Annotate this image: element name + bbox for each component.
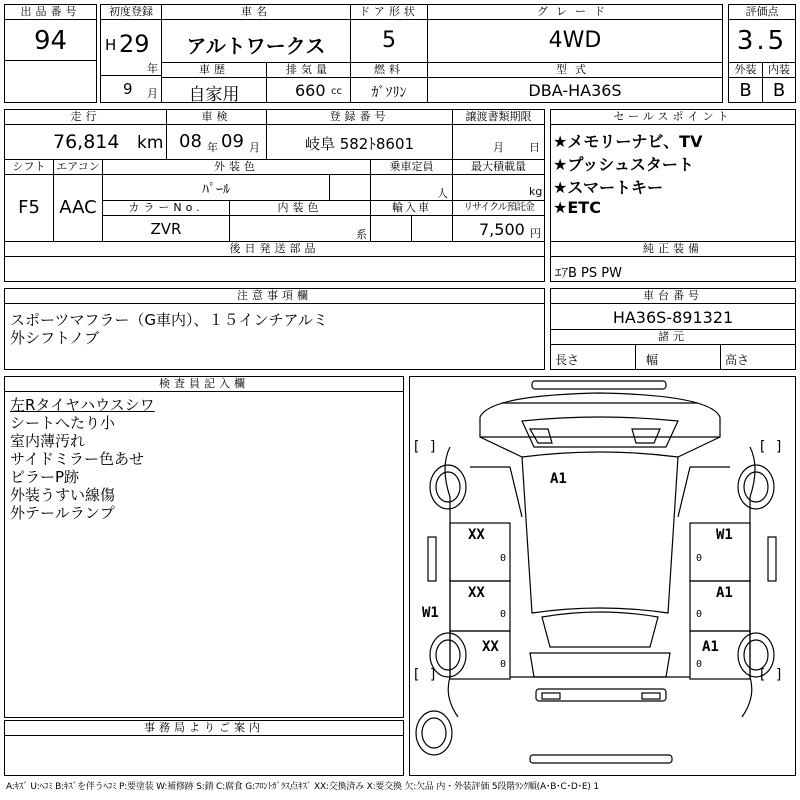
right-front-bracket: [ ] xyxy=(758,439,784,455)
car-name-cell xyxy=(161,19,351,63)
transfer-month-unit: 月 xyxy=(493,141,504,154)
score-value: 3.5 xyxy=(736,26,788,56)
inspector-line-4: サイドミラー色あせ xyxy=(10,450,144,468)
plate-header: 登録番号 xyxy=(266,109,453,125)
sales-points-header: セールスポイント xyxy=(550,109,796,125)
inspector-line-1: 左Rタイヤハウスシワ xyxy=(10,396,155,414)
import-cell-2 xyxy=(411,215,453,242)
recycle-cell xyxy=(452,215,545,242)
displacement-unit: cc xyxy=(331,86,342,97)
import-cell xyxy=(370,215,412,242)
shift-header: シフト xyxy=(4,159,54,175)
displacement-cell xyxy=(266,77,351,103)
fuel-cell xyxy=(350,77,428,103)
color-no-header: カラーNo. xyxy=(102,200,230,216)
inspector-line-6: 外装うすい線傷 xyxy=(10,486,116,504)
legend: A:ｷｽﾞ U:ﾍｺﾐ B:ｷｽﾞを伴うﾍｺﾐ P:要塗装 W:補修跡 S:錆 C:腐食 G:ﾌﾛﾝﾄｶﾞﾗｽ点ｷｽﾞ XX:交換済み X:要交換 欠:欠品 内・外装評価 5段階ﾗﾝｸ順(A･B･C･D･E) 1 xyxy=(6,782,599,792)
interior-color-header: 内装色 xyxy=(229,200,371,216)
transfer-cell xyxy=(452,124,545,160)
score-header: 評価点 xyxy=(728,4,796,20)
office-cell xyxy=(4,735,404,776)
car-name: アルトワークス xyxy=(186,34,326,58)
specs-width-cell xyxy=(635,344,721,370)
history-value: 自家用 xyxy=(188,85,240,105)
load-header: 最大積載量 xyxy=(452,159,545,175)
specs-height: 高さ xyxy=(725,353,750,367)
load-cell xyxy=(452,174,545,201)
mileage-unit: km xyxy=(137,133,164,153)
mark-right-rear: A1 xyxy=(702,639,719,655)
sales-points-cell xyxy=(550,124,796,242)
lot-value-cell xyxy=(4,19,97,61)
equipment-value: ｴｱB PS PW xyxy=(555,266,622,281)
inspection-month: 09 xyxy=(221,131,244,152)
reg-year-unit: 年 xyxy=(147,62,158,75)
mark-right-mid: A1 xyxy=(716,585,733,601)
notes-line-1: スポーツマフラー（G車内）、１５インチアルミ xyxy=(10,311,328,329)
sales-point-4: ★ETC xyxy=(553,198,601,217)
inspection-year: 08 xyxy=(179,131,202,152)
left-front-bracket: [ ] xyxy=(412,439,438,455)
grade-cell xyxy=(427,19,723,63)
later-parts-cell xyxy=(4,256,545,282)
aircon-cell xyxy=(53,174,103,242)
specs-width: 幅 xyxy=(646,353,659,367)
exterior-color-cell xyxy=(102,174,330,201)
specs-header: 諸元 xyxy=(550,329,796,345)
mark-left-front: XX xyxy=(468,527,485,543)
transfer-day-unit: 日 xyxy=(529,141,540,154)
fuel-header: 燃料 xyxy=(350,62,428,78)
specs-length: 長さ xyxy=(555,353,580,367)
mark-left-rear: XX xyxy=(482,639,499,655)
specs-height-cell xyxy=(720,344,796,370)
door-value: 5 xyxy=(382,28,396,53)
exterior-color-extra-cell xyxy=(329,174,371,201)
equipment-cell xyxy=(550,256,796,282)
capacity-header: 乗車定員 xyxy=(370,159,453,175)
score-int-cell xyxy=(762,77,796,103)
inspector-line-2: シートへたり小 xyxy=(10,414,116,432)
shift-cell xyxy=(4,174,54,242)
mark-left-mid: XX xyxy=(468,585,485,601)
inspector-line-3: 室内薄汚れ xyxy=(10,432,86,450)
notes-header: 注意事項欄 xyxy=(4,288,545,304)
recycle-value: 7,500 xyxy=(479,220,525,239)
interior-color-unit: 系 xyxy=(356,228,367,241)
zero-left-mid: 0 xyxy=(500,609,507,620)
zero-right-rear: 0 xyxy=(696,659,703,670)
left-rear-bracket: [ ] xyxy=(412,667,438,683)
score-ext-cell xyxy=(728,77,763,103)
mileage-cell xyxy=(4,124,167,160)
notes-line-2: 外シフトノブ xyxy=(10,329,100,347)
zero-right-front: 0 xyxy=(696,553,703,564)
car-diagram-svg xyxy=(410,377,795,775)
load-unit: kg xyxy=(529,185,543,198)
inspector-cell xyxy=(4,391,404,718)
inspection-year-unit: 年 xyxy=(207,141,218,154)
reg-month-cell xyxy=(100,75,162,103)
grade-header: グレード xyxy=(427,4,723,20)
zero-right-mid: 0 xyxy=(696,609,703,620)
interior-color-cell xyxy=(229,215,371,242)
score-int-header: 内装 xyxy=(762,62,796,78)
import-header: 輸入車 xyxy=(370,200,453,216)
reg-month: 9 xyxy=(123,80,133,98)
inspection-cell xyxy=(166,124,267,160)
aircon-header: エアコン xyxy=(53,159,103,175)
score-ext-header: 外装 xyxy=(728,62,763,78)
recycle-header: リサイクル預託金 xyxy=(452,200,545,216)
damage-diagram xyxy=(409,376,796,776)
capacity-unit: 人 xyxy=(437,187,448,200)
history-cell xyxy=(161,77,267,103)
recycle-unit: 円 xyxy=(530,227,541,240)
reg-year-cell xyxy=(100,19,162,76)
shift-value: F5 xyxy=(18,197,40,218)
mark-roof: A1 xyxy=(550,471,567,487)
displacement-value: 660 xyxy=(295,81,326,100)
later-parts-header: 後日発送部品 xyxy=(4,241,545,257)
inspector-line-7: 外テールランプ xyxy=(10,504,115,522)
notes-cell xyxy=(4,303,545,370)
zero-left-rear: 0 xyxy=(500,659,507,670)
reg-header: 初度登録 xyxy=(100,4,162,20)
car-name-header: 車名 xyxy=(161,4,351,20)
lot-value: 94 xyxy=(33,26,68,56)
door-cell xyxy=(350,19,428,63)
sales-point-2: ★プッシュスタート xyxy=(553,155,694,174)
mileage-value: 76,814 xyxy=(53,131,120,153)
displacement-header: 排気量 xyxy=(266,62,351,78)
model-header: 型式 xyxy=(427,62,723,78)
transfer-header: 譲渡書類期限 xyxy=(452,109,545,125)
exterior-color-header: 外装色 xyxy=(102,159,371,175)
right-rear-bracket: [ ] xyxy=(758,667,784,683)
capacity-cell xyxy=(370,174,453,201)
history-header: 車歴 xyxy=(161,62,267,78)
zero-left-front: 0 xyxy=(500,553,507,564)
chassis-header: 車台番号 xyxy=(550,288,796,304)
inspection-header: 車検 xyxy=(166,109,267,125)
aircon-value: AAC xyxy=(59,197,97,218)
reg-era: H xyxy=(105,36,117,54)
chassis-cell xyxy=(550,303,796,330)
office-header: 事務局よりご案内 xyxy=(4,720,404,736)
grade-value: 4WD xyxy=(548,28,602,53)
score-int-value: B xyxy=(772,80,786,101)
color-no-value: ZVR xyxy=(150,220,182,238)
mark-right-front: W1 xyxy=(716,527,733,543)
sales-point-1: ★メモリーナビ、TV xyxy=(553,132,703,151)
model-value: DBA-HA36S xyxy=(528,81,622,100)
score-ext-value: B xyxy=(739,80,752,101)
reg-year: 29 xyxy=(119,30,150,58)
plate-value: 岐阜 582ﾄ8601 xyxy=(304,135,415,153)
plate-cell xyxy=(266,124,453,160)
exterior-color-value: ﾊﾟｰﾙ xyxy=(202,182,230,198)
lot-header: 出品番号 xyxy=(4,4,97,20)
score-cell xyxy=(728,19,796,63)
lot-blank-cell xyxy=(4,60,97,103)
reg-month-unit: 月 xyxy=(147,87,158,100)
equipment-header: 純正装備 xyxy=(550,241,796,257)
color-no-cell xyxy=(102,215,230,242)
model-cell xyxy=(427,77,723,103)
inspector-line-5: ピラーP跡 xyxy=(10,468,80,486)
inspection-month-unit: 月 xyxy=(249,141,260,154)
mileage-header: 走行 xyxy=(4,109,167,125)
specs-length-cell xyxy=(550,344,636,370)
door-header: ドア形状 xyxy=(350,4,428,20)
chassis-value: HA36S-891321 xyxy=(612,308,734,327)
fuel-value: ｶﾞｿﾘﾝ xyxy=(371,85,407,101)
inspector-header: 検査員記入欄 xyxy=(4,376,404,392)
sales-point-3: ★スマートキー xyxy=(553,178,664,197)
mark-left-side: W1 xyxy=(422,605,439,621)
